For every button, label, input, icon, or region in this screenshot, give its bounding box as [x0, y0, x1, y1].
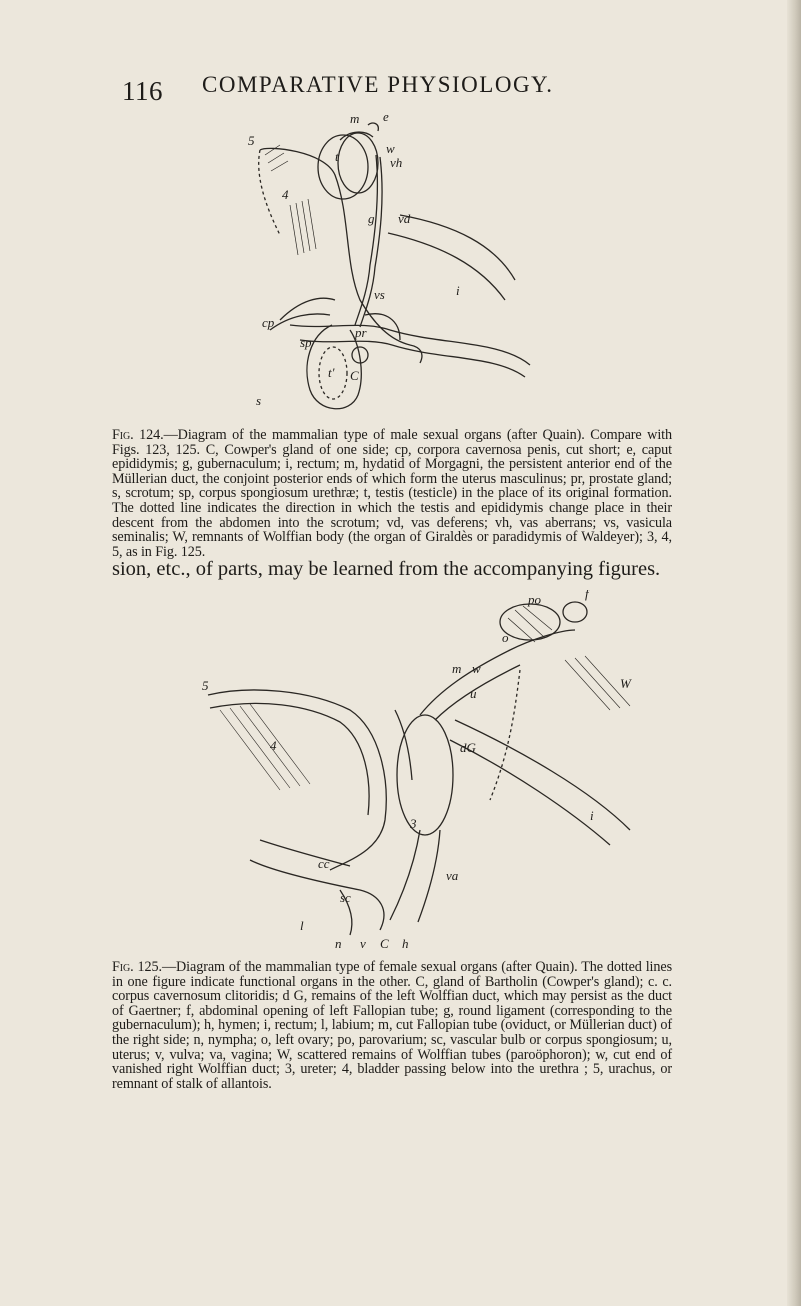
page-number: 116 [122, 76, 163, 106]
fig125-label-l: l [300, 918, 304, 933]
fig125-label-w: w [472, 661, 481, 676]
fig125-label-W: W [620, 676, 631, 691]
fig124-label-vh: vh [390, 155, 403, 170]
figure-125 [190, 590, 735, 950]
fig124-label-s: s [256, 393, 262, 408]
fig125-label-o: o [502, 630, 509, 645]
figure-125-illustration [190, 590, 735, 950]
fig125-label-i: i [590, 808, 594, 823]
fig125-label-po: po [528, 592, 541, 607]
figure-124-caption-label: Fig. 124. [112, 427, 164, 443]
fig124-label-i: i [456, 283, 460, 298]
fig124-label-m: m [350, 115, 360, 126]
fig124-label-vd: vd [398, 211, 411, 226]
fig125-label-v: v [360, 936, 366, 950]
figure-124-illustration [240, 115, 630, 420]
fig125-label-sc: sc [340, 890, 351, 905]
fig125-label-3: 3 [410, 816, 417, 831]
body-paragraph: sion, etc., of parts, may be learned from the accompanying figures. [112, 558, 661, 580]
fig124-label-t-prime: t' [328, 365, 335, 380]
page-edge [787, 0, 801, 1306]
figure-125-caption [112, 960, 672, 1091]
fig124-label-vs: vs [374, 287, 385, 302]
fig125-label-u: u [470, 686, 477, 701]
fig125-label-C: C [380, 936, 389, 950]
fig124-label-5: 5 [248, 133, 255, 148]
fig125-label-h: h [402, 936, 409, 950]
fig125-label-cc: cc [318, 856, 330, 871]
fig125-label-n: n [335, 936, 342, 950]
fig124-label-4: 4 [282, 187, 289, 202]
fig124-label-e: e [383, 115, 389, 124]
fig124-label-t: t [335, 149, 339, 164]
fig125-label-5: 5 [202, 678, 209, 693]
running-head: COMPARATIVE PHYSIOLOGY. [202, 72, 554, 97]
fig125-label-dG: dG [460, 740, 476, 755]
page-header [112, 68, 672, 108]
figure-124 [240, 115, 630, 420]
fig124-label-c: C [350, 368, 359, 383]
fig125-label-f: f [585, 590, 589, 601]
fig124-label-cp: cp [262, 315, 275, 330]
figure-124-caption-text: —Diagram of the mammalian type of male sexual organs (after Quain). Compare with Figs. 123, 125. C, Cowper's gland of one side; cp, corpora cavernosa penis, cut short; e, caput epididymis; g, gubernaculum; i, rectum; m, hydatid of Morgagni, the persistent anterior end of the Müllerian duct, the conjoint posterior ends of which form the uterus masculinus; pr, prostate gland; s, scrotum; sp, corpus spongiosum urethræ; t, testis (testicle) in the place of its original formation. The dotted line indicates the direction in which the testis and epididymis change place in their descent from the abdomen into the scrotum; vd, vas deferens; vh, vas aberrans; vs, vasicula seminalis; W, remnants of Wolffian body (the organ of Giraldès or paradidymis of Waldeyer); 3, 4, 5, as in Fig. 125. [112, 427, 672, 560]
fig125-label-va: va [446, 868, 459, 883]
fig124-label-w: w [386, 141, 395, 156]
fig125-label-m: m [452, 661, 462, 676]
fig124-label-g: g [368, 211, 375, 226]
figure-125-caption-text: —Diagram of the mammalian type of female sexual organs (after Quain). The dotted lines in one figure indicate functional organs in the other. C, gland of Bartholin (Cowper's gland); c. c. corpus cavernosum clitoridis; d G, remains of the left Wolffian duct, which may persist as the duct of Gaertner; f, abdominal opening of left Fallopian tube; g, round ligament (corresponding to the gubernaculum); h, hymen; i, rectum; l, labium; m, cut Fallopian tube (oviduct, or Müllerian duct) of the right side; n, nympha; o, left ovary; po, parovarium; sc, vascular bulb or corpus spongiosum; u, uterus; v, vulva; va, vagina; W, scattered remains of Wolffian tubes (paroöphoron); w, cut end of vanished right Wolffian duct; 3, ureter; 4, bladder passing below into the urethra ; 5, urachus, or remnant of stalk of allantois. [112, 959, 672, 1092]
figure-125-caption-label: Fig. 125. [112, 959, 162, 975]
fig124-label-sp: sp [300, 335, 312, 350]
fig124-label-pr: pr [355, 325, 367, 340]
figure-124-caption [112, 428, 672, 559]
fig125-label-4: 4 [270, 738, 277, 753]
